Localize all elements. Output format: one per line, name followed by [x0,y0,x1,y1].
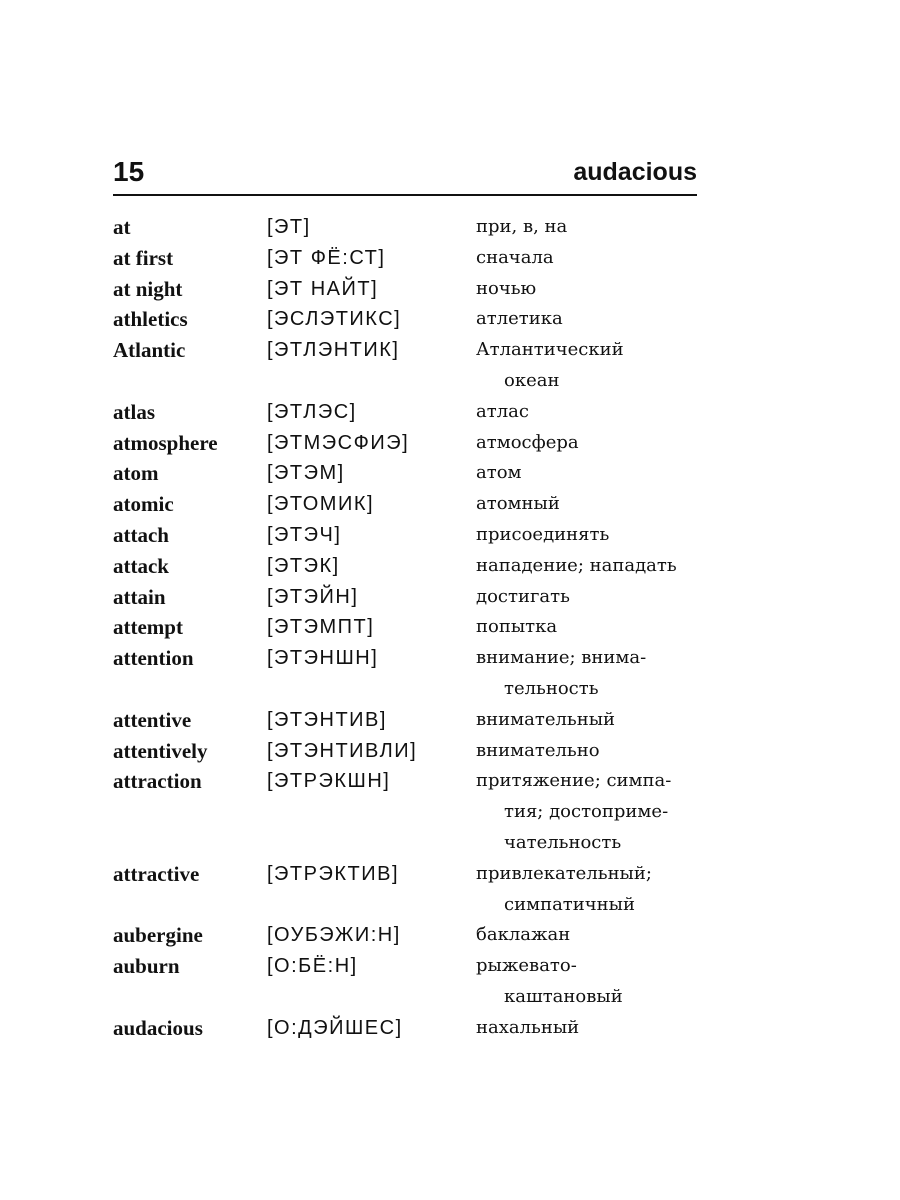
entry-word: attractive [113,861,200,886]
translation-line: каштановый [504,985,623,1007]
translation-line: сначала [476,246,554,268]
dictionary-entry [113,212,713,243]
entry-word: athletics [113,307,188,332]
translation-line: нахальный [476,1016,580,1038]
entry-transcription: [ЭТ] [267,216,311,238]
translation-line: атлас [476,400,529,422]
page-number: 15 [113,156,145,187]
translation-line: атом [476,462,522,484]
dictionary-entry [113,612,713,643]
page-header [113,154,697,196]
entry-word: atmosphere [113,430,218,455]
translation-line: баклажан [476,924,571,946]
dictionary-entry [113,335,713,397]
entry-word: attentively [113,738,208,763]
entry-transcription: [О:БЁ:Н] [267,955,358,978]
translation-line: при, в, на [476,216,568,237]
dictionary-entry [113,458,713,489]
entry-translation [476,458,711,489]
running-head: audacious [573,158,697,186]
entry-word: attempt [113,615,183,640]
dictionary-entry [113,1013,713,1044]
entry-transcription: [ЭТЭНТИВЛИ] [267,739,418,762]
translation-line: попытка [476,616,558,638]
entry-translation [476,612,711,643]
entry-translation [476,1013,711,1044]
entry-word: atom [113,461,159,486]
entry-transcription: [ЭТ ФЁ:СТ] [267,246,386,269]
translation-line: атомный [476,493,560,515]
entry-translation [476,212,711,243]
dictionary-entry [113,428,713,459]
entry-word: attraction [113,769,202,794]
entry-word: at night [113,276,183,301]
translation-line: достигать [476,585,570,607]
entry-word: atomic [113,492,174,517]
dictionary-entry [113,551,713,582]
entry-translation [476,520,711,551]
entry-transcription: [ЭТРЭКШН] [267,770,391,793]
entry-transcription: [ЭТЭМ] [267,462,345,485]
entry-transcription: [О:ДЭЙШЕС] [267,1016,403,1039]
entry-word: attention [113,646,194,671]
entry-transcription: [ЭТЭМПТ] [267,616,375,639]
entry-translation [476,243,711,274]
translation-line: тия; достоприме- [504,801,669,823]
dictionary-entry [113,643,713,705]
translation-line: внимание; внима- [476,647,647,669]
dictionary-entry [113,736,713,767]
translation-line: привлекательный; [476,862,652,884]
dictionary-entry [113,520,713,551]
entry-translation [476,705,711,736]
translation-line: тельность [504,677,599,699]
dictionary-entry [113,243,713,274]
entry-translation [476,274,711,305]
dictionary-entry [113,582,713,613]
entry-transcription: [ЭТМЭСФИЭ] [267,431,410,454]
dictionary-entries [113,212,713,1044]
dictionary-entry [113,920,713,951]
entry-transcription: [ЭТОМИК] [267,493,375,516]
entry-word: attack [113,553,169,578]
entry-transcription: [ЭТЛЭС] [267,400,357,423]
entry-word: atlas [113,399,155,424]
entry-translation [476,335,711,397]
entry-translation [476,428,711,459]
translation-line: внимательный [476,708,616,730]
entry-translation [476,304,711,335]
entry-transcription: [ОУБЭЖИ:Н] [267,924,401,947]
entry-transcription: [ЭТЭК] [267,554,340,577]
dictionary-entry [113,489,713,520]
entry-translation [476,859,711,921]
entry-translation [476,920,711,951]
translation-line: атлетика [476,308,563,330]
entry-transcription: [ЭТЛЭНТИК] [267,339,400,362]
entry-transcription: [ЭТРЭКТИВ] [267,862,400,885]
dictionary-entry [113,274,713,305]
entry-word: audacious [113,1015,203,1040]
translation-line: чательность [504,831,622,853]
entry-transcription: [ЭТ НАЙТ] [267,277,379,300]
dictionary-entry [113,304,713,335]
entry-transcription: [ЭТЭЧ] [267,523,342,546]
dictionary-entry [113,951,713,1013]
entry-translation [476,397,711,428]
entry-transcription: [ЭТЭНШН] [267,647,379,670]
entry-transcription: [ЭТЭНТИВ] [267,708,387,731]
entry-word: at first [113,245,174,270]
dictionary-entry [113,766,713,858]
entry-word: auburn [113,954,180,979]
entry-translation [476,643,711,705]
entry-word: Atlantic [113,338,186,363]
entry-word: attach [113,522,169,547]
entry-word: attain [113,584,166,609]
entry-translation [476,951,711,1013]
entry-word: attentive [113,707,192,732]
entry-translation [476,551,711,582]
translation-line: внимательно [476,739,600,761]
translation-line: ночью [476,277,537,299]
entry-transcription: [ЭТЭЙН] [267,585,359,608]
translation-line: симпатичный [504,893,635,915]
translation-line: атмосфера [476,431,579,453]
translation-line: рыжевато- [476,955,577,977]
entry-word: aubergine [113,923,203,948]
translation-line: Атлантический [476,339,624,361]
translation-line: океан [504,369,560,391]
dictionary-entry [113,859,713,921]
dictionary-entry [113,705,713,736]
entry-translation [476,489,711,520]
translation-line: притяжение; симпа- [476,770,672,792]
entry-translation [476,736,711,767]
dictionary-entry [113,397,713,428]
translation-line: присоединять [476,523,610,545]
entry-translation [476,766,711,858]
translation-line: нападение; нападать [476,554,677,576]
entry-translation [476,582,711,613]
entry-transcription: [ЭСЛЭТИКС] [267,308,402,331]
entry-word: at [113,215,131,239]
